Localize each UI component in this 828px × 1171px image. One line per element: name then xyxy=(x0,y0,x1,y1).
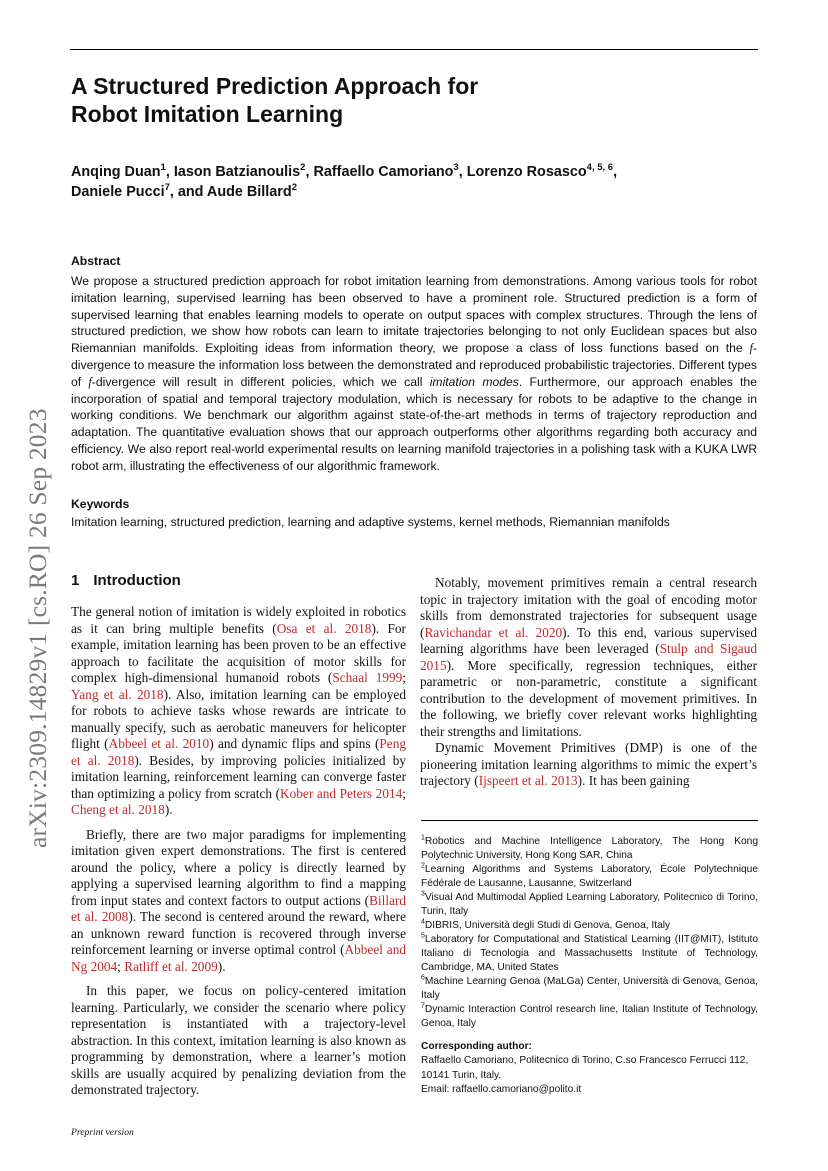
text: ). Also, imitation learning can be employed for robots to achieve tasks whose rewards are intricate to manually specify, such as aerobatic maneuvers for helicopter flight ( xyxy=(71,686,406,751)
footnote xyxy=(421,975,758,1003)
text: ). To this end, various supervised learning algorithms have been leveraged ( xyxy=(420,624,757,656)
affiliation-marker: 3 xyxy=(453,162,459,174)
keywords-text: Imitation learning, structured prediction, learning and adaptive systems, kernel methods, Riemannian manifolds xyxy=(71,515,670,529)
arxiv-identifier: arXiv:2309.14829v1 [cs.RO] 26 Sep 2023 xyxy=(23,408,52,848)
affiliation-marker: 2 xyxy=(300,162,306,174)
text: ; xyxy=(402,785,406,801)
footnote xyxy=(421,891,758,919)
footnote-text: Learning Algorithms and Systems Laboratory, École Polytechnique Fédérale de Lausanne, Lausanne, Switzerland xyxy=(421,864,758,889)
text: ). Besides, by improving policies initialized by imitation learning, reinforcement learning can converge faster than optimizing a policy from scratch ( xyxy=(71,752,406,801)
author-name: Anqing Duan xyxy=(71,164,161,180)
citation-link[interactable]: Kober and Peters 2014 xyxy=(280,785,403,801)
citation-link[interactable]: Peng et al. 2018 xyxy=(71,736,407,768)
abstract-segment: -divergence to measure the information loss between the demonstrated and reproduced probabilistic trajectories. Different types of xyxy=(71,341,757,389)
footnote-rule xyxy=(421,820,758,821)
f-symbol: f xyxy=(88,374,92,389)
page-footer: Preprint version xyxy=(71,1127,134,1138)
footnote-text: Laboratory for Computational and Statistical Learning (IIT@MIT), Istituto Italiano di Tecnologia and Massachusetts Institute of Technology, Cambridge, MA, United States xyxy=(421,934,758,973)
author-name: , and Aude Billard xyxy=(169,184,292,200)
citation-link[interactable]: Abbeel et al. 2010 xyxy=(108,736,210,751)
corresponding-author-email[interactable]: Email: raffaello.camoriano@polito.it xyxy=(421,1084,582,1095)
left-column xyxy=(71,604,406,1099)
author-name: , Raffaello Camoriano xyxy=(305,164,454,180)
right-column xyxy=(420,575,757,790)
footnote-text: Visual And Multimodal Applied Learning Laboratory, Politecnico di Torino, Turin, Italy xyxy=(421,892,758,917)
footnote xyxy=(421,933,758,975)
abstract-segment: . Furthermore, our approach enables the incorporation of spatial and temporal trajectory modulation, which is necessary for robots to be adaptive to the change in working conditions. We benchmark our algorithm against state-of-the-art methods in terms of trajectory reproduction and adaptation. The quantitative evaluation shows that our approach outperforms other algorithms regarding both accuracy and efficiency. We also report real-world experimental results on learning manifold trajectories in a polishing task with a KUKA LWR robot arm, illustrating the effectiveness of our algorithmic framework. xyxy=(71,374,757,473)
corresponding-author-heading: Corresponding author: xyxy=(421,1041,532,1052)
citation-link[interactable]: Stulp and Sigaud 2015 xyxy=(420,641,757,673)
abstract-segment: We propose a structured prediction approach for robot imitation learning from demonstrations. Among various tools for robot imitation learning, supervised learning has been observed to have a prominent role. Structured prediction is a form of supervised learning that enables learning models to operate on output spaces with complex structures. Through the lens of structured prediction, we show how robots can learn to imitate trajectories belonging to not only Euclidean spaces but also Riemannian manifolds. Exploiting ideas from information theory, we propose a class of loss functions based on the xyxy=(71,274,757,356)
text: ). More specifically, regression techniques, either parametric or non-parametric, constitute a significant contribution to the development of movement primitives. In the following, we briefly cover relevant works highlighting their strengths and limitations. xyxy=(420,657,757,739)
affiliation-marker: 2 xyxy=(291,182,297,194)
footnote-text: DIBRIS, Università degli Studi di Genova, Genoa, Italy xyxy=(424,920,671,931)
keywords-heading: Keywords xyxy=(71,497,130,511)
footnote xyxy=(421,863,758,891)
affiliation-marker: 4, 5, 6 xyxy=(586,162,614,174)
paragraph xyxy=(420,740,757,790)
text: Notably, movement primitives remain a central research topic in trajectory imitation with the goal of encoding motor skills from demonstrated trajectories for subsequent usage ( xyxy=(420,575,757,640)
citation-link[interactable]: Ijspeert et al. 2013 xyxy=(478,773,578,788)
citation-link[interactable]: Schaal 1999 xyxy=(332,670,403,685)
footnote-marker: 7 xyxy=(421,1002,425,1010)
footnote-marker: 4 xyxy=(421,918,425,926)
paper-title xyxy=(71,72,731,128)
author-list xyxy=(71,162,761,202)
text: ). The second is centered around the reward, where an unknown reward function is recovered through inverse reinforcement learning or inverse optimal control ( xyxy=(71,909,406,957)
text: ). It has been gaining xyxy=(577,773,690,788)
top-rule xyxy=(70,49,758,50)
footnote-marker: 2 xyxy=(421,862,425,870)
footnote-text: Robotics and Machine Intelligence Laboratory, The Hong Kong Polytechnic University, Hong Kong SAR, China xyxy=(421,836,758,861)
footnote-marker: 1 xyxy=(421,834,425,842)
paragraph xyxy=(71,604,406,819)
citation-link[interactable]: Ravichandar et al. 2020 xyxy=(424,624,563,640)
text: ). For example, imitation learning has been proven to be an effective approach to facilitate the acquisition of motor skills for complex high-dimensional humanoid robots ( xyxy=(71,620,406,685)
citation-link[interactable]: Osa et al. 2018 xyxy=(276,620,372,636)
f-symbol: f xyxy=(749,341,753,356)
footnote xyxy=(421,835,758,863)
paragraph: In this paper, we focus on policy-centered imitation learning. Particularly, we consider the scenario where policy representation is instantiated with a trajectory-level abstraction. In this context, imitation learning is also known as programming by demonstration, where a learner’s motion skills are usually acquired by penalizing deviation from the demonstrated trajectory. xyxy=(71,983,406,1097)
section-heading-introduction xyxy=(71,572,181,589)
footnote-marker: 6 xyxy=(421,974,425,982)
text: Dynamic Movement Primitives (DMP) is one of the pioneering imitation learning algorithms to mimic the expert’s trajectory ( xyxy=(420,740,757,788)
footnote-text: Dynamic Interaction Control research line, Italian Institute of Technology, Genoa, Italy xyxy=(421,1004,758,1029)
citation-link[interactable]: Ratliff et al. 2009 xyxy=(124,958,218,974)
footnote xyxy=(421,919,758,933)
title-line-1: A Structured Prediction Approach for xyxy=(71,73,479,99)
title-line-2: Robot Imitation Learning xyxy=(71,101,344,127)
author-name: Daniele Pucci xyxy=(71,184,165,200)
affiliation-marker: 7 xyxy=(164,182,170,194)
footnote xyxy=(421,1003,758,1031)
text: ). xyxy=(164,802,173,817)
abstract-heading: Abstract xyxy=(71,254,121,268)
citation-link[interactable]: Abbeel and Ng 2004 xyxy=(71,942,406,974)
affiliation-footnotes xyxy=(421,835,758,1031)
section-title: Introduction xyxy=(93,572,181,589)
author-separator: , xyxy=(613,164,618,180)
citation-link[interactable]: Billard et al. 2008 xyxy=(71,892,406,924)
imitation-modes-term: imitation modes xyxy=(429,374,519,389)
footnote-marker: 5 xyxy=(421,932,425,940)
text: The general notion of imitation is widely exploited in robotics as it can bring multiple benefits ( xyxy=(71,604,406,636)
corresponding-author-address: Raffaello Camoriano, Politecnico di Torino, C.so Francesco Ferrucci 112, 10141 Turin, Italy. xyxy=(421,1055,749,1081)
section-number: 1 xyxy=(71,572,80,589)
abstract-text xyxy=(71,273,757,475)
affiliation-marker: 1 xyxy=(160,162,166,174)
footnote-text: Machine Learning Genoa (MaLGa) Center, Università di Genova, Genoa, Italy xyxy=(421,976,758,1001)
abstract-segment: -divergence will result in different policies, which we call xyxy=(91,374,430,389)
text: ) and dynamic flips and spins ( xyxy=(209,736,380,751)
text: ). xyxy=(217,958,226,974)
citation-link[interactable]: Cheng et al. 2018 xyxy=(71,802,165,817)
text: Briefly, there are two major paradigms for implementing imitation given expert demonstrations. The first is centered around the policy, where a policy is directly learned by applying a supervised learning algorithm to find a mapping from input states and context factors to output actions ( xyxy=(71,826,406,908)
author-name: , Iason Batzianoulis xyxy=(165,164,301,180)
paragraph xyxy=(420,575,757,740)
footnote-marker: 3 xyxy=(421,890,425,898)
citation-link[interactable]: Yang et al. 2018 xyxy=(71,686,164,702)
text: ; xyxy=(402,670,406,685)
text: ; xyxy=(117,958,125,974)
paragraph xyxy=(71,827,406,976)
author-name: , Lorenzo Rosasco xyxy=(458,164,587,180)
